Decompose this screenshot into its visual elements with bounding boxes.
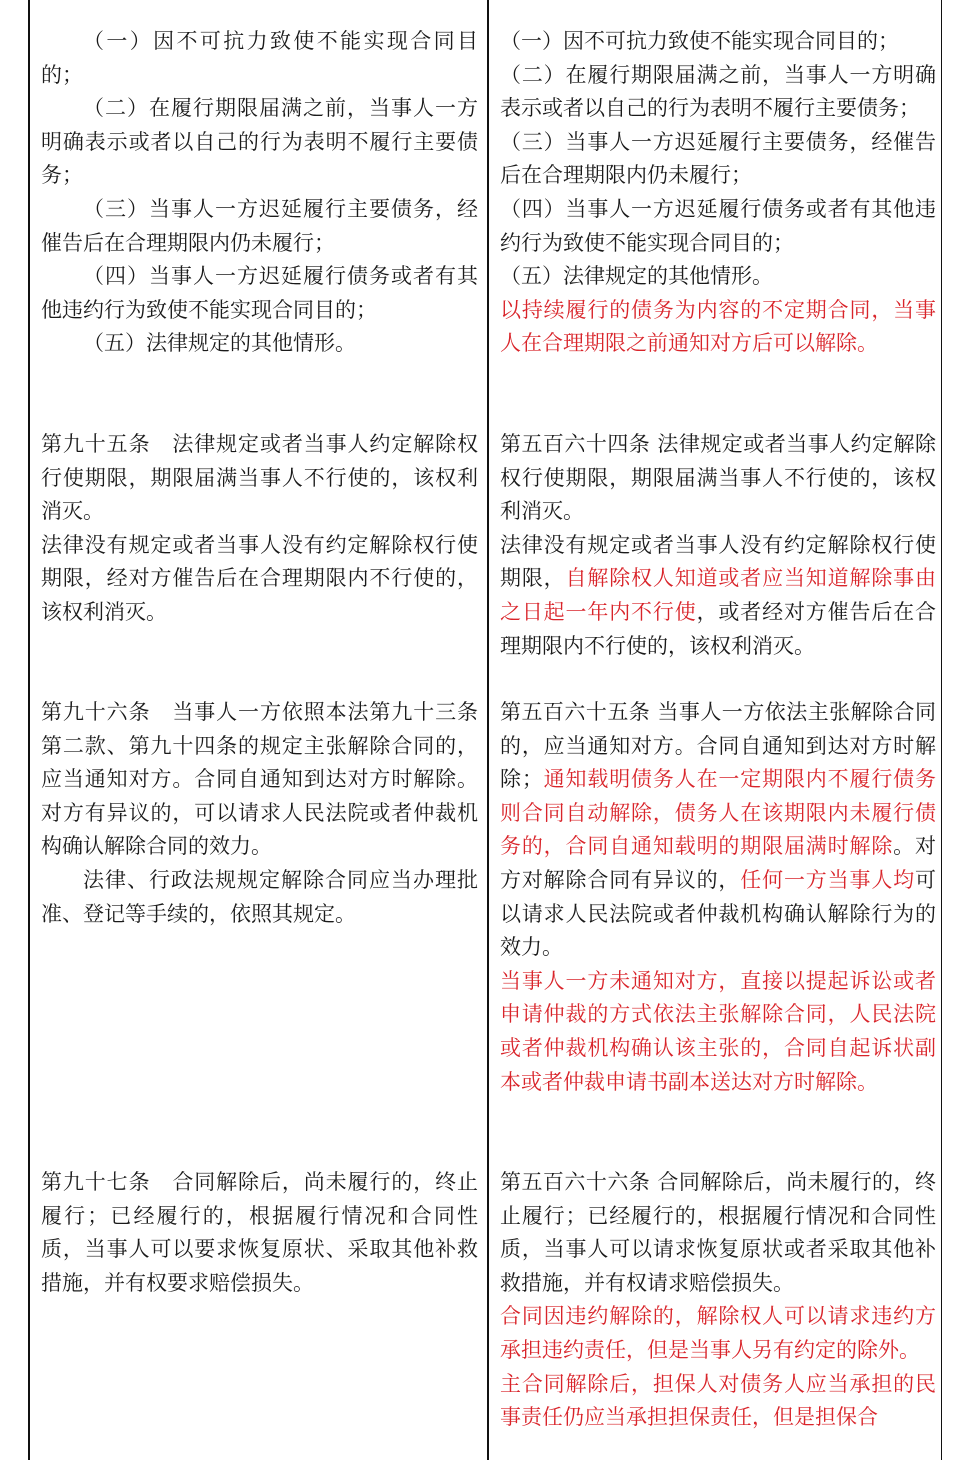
old-article-97 [41, 1166, 478, 1300]
new-art565-p2: 当事人一方未通知对方，直接以提起诉讼或者申请仲裁的方式依法主张解除合同，人民法院或者仲裁机构确认该主张的，合同自起诉状副本或者仲裁申请书副本送达对方时解除。 [500, 968, 936, 1094]
new-case-3: （三）当事人一方迟延履行主要债务，经催告后在合理期限内仍未履行； [500, 129, 936, 188]
new-art564-p2-changed: 自解除权人知道或者应当知道解除事由之日起一年内不行使 [500, 566, 937, 624]
new-art566-p1: 第五百六十六条 合同解除后，尚未履行的，终止履行；已经履行的，根据履行情况和合同性质，当事人可以请求恢复原状或者采取其他补救措施，并有权请求赔偿损失。 [500, 1170, 936, 1295]
new-art565-p1 [500, 696, 936, 965]
old-art96-p1: 第九十六条 当事人一方依照本法第九十三条第二款、第九十四条的规定主张解除合同的，应当通知对方。合同自通知到达对方时解除。对方有异议的，可以请求人民法院或者仲裁机构确认解除合同的效力。 [41, 700, 478, 859]
new-art565-p1-text-c: 可以请求人民法院或者仲裁机构确认解除行为的效力。 [500, 867, 937, 960]
old-article-96 [41, 696, 478, 931]
old-case-5: （五）法律规定的其他情形。 [83, 331, 356, 356]
new-art566-p2: 合同因违约解除的，解除权人可以请求违约方承担违约责任，但是当事人另有约定的除外。 [500, 1304, 936, 1362]
new-article-566 [500, 1166, 936, 1435]
old-case-1: （一）因不可抗力致使不能实现合同目的； [41, 29, 478, 87]
old-termination-cases [41, 25, 478, 361]
new-case-1: （一）因不可抗力致使不能实现合同目的； [500, 29, 899, 53]
new-art564-p2 [500, 529, 936, 663]
new-termination-added: 以持续履行的债务为内容的不定期合同，当事人在合理期限之前通知对方后可以解除。 [500, 297, 936, 356]
old-art96-p2: 法律、行政法规规定解除合同应当办理批准、登记等手续的，依照其规定。 [41, 867, 478, 926]
table-left-border [28, 0, 30, 1460]
new-art565-p1-text-b: 。对方对解除合同有异议的， [500, 834, 936, 892]
new-case-2: （二）在履行期限届满之前，当事人一方明确表示或者以自己的行为表明不履行主要债务； [500, 62, 936, 121]
new-art566-p3: 主合同解除后，担保人对债务人应当承担的民事责任仍应当承担担保责任，但是担保合 [500, 1371, 936, 1430]
old-article-95 [41, 428, 478, 630]
old-art97-p1: 第九十七条 合同解除后，尚未履行的，终止履行；已经履行的，根据履行情况和合同性质，当事人可以要求恢复原状、采取其他补救措施，并有权要求赔偿损失。 [41, 1170, 478, 1295]
table-column-divider [487, 0, 489, 1460]
new-termination-cases [500, 25, 936, 361]
new-art564-p2-text-b: ，或者经对方催告后在合理期限内不行使的，该权利消灭。 [500, 599, 936, 658]
old-case-4: （四）当事人一方迟延履行债务或者有其他违约行为致使不能实现合同目的； [41, 264, 478, 322]
new-article-565 [500, 696, 936, 1099]
new-art565-p1-changed-2: 任何一方当事人均 [740, 867, 916, 892]
new-art565-p1-text-a: 第五百六十五条 当事人一方依法主张解除合同的，应当通知对方。合同自通知到达对方时解除； [500, 700, 936, 792]
old-art95-p2: 法律没有规定或者当事人没有约定解除权行使期限，经对方催告后在合理期限内不行使的，该权利消灭。 [41, 532, 478, 624]
new-case-4: （四）当事人一方迟延履行债务或者有其他违约行为致使不能实现合同目的； [500, 196, 936, 255]
old-case-2: （二）在履行期限届满之前，当事人一方明确表示或者以自己的行为表明不履行主要债务； [41, 96, 478, 188]
old-art95-p1: 第九十五条 法律规定或者当事人约定解除权行使期限，期限届满当事人不行使的，该权利消灭。 [41, 432, 478, 524]
new-art565-p1-changed-1: 通知载明债务人在一定期限内不履行债务则合同自动解除，债务人在该期限内未履行债务的，合同自通知载明的期限届满时解除 [500, 767, 936, 859]
table-right-border [941, 0, 942, 1460]
new-art564-p1: 第五百六十四条 法律规定或者当事人约定解除权行使期限，期限届满当事人不行使的，该权利消灭。 [500, 432, 936, 524]
new-case-5: （五）法律规定的其他情形。 [500, 264, 773, 289]
new-article-564 [500, 428, 936, 663]
new-art564-p2-text-a: 法律没有规定或者当事人没有约定解除权行使期限， [500, 532, 936, 591]
old-case-3: （三）当事人一方迟延履行主要债务，经催告后在合理期限内仍未履行； [41, 196, 478, 255]
